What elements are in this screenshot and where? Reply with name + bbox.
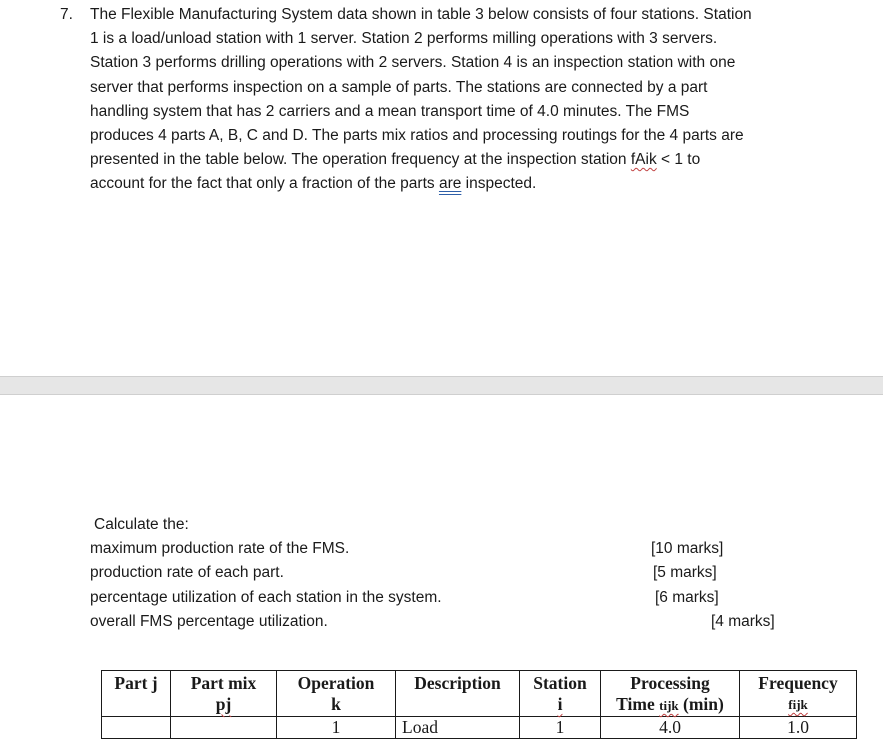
header-processing-time: Processing Time tijk (min) bbox=[601, 671, 740, 717]
question-line: produces 4 parts A, B, C and D. The parts mix ratios and processing routings for the 4 parts are bbox=[90, 127, 744, 145]
fms-data-table bbox=[101, 670, 857, 739]
question-line: 1 is a load/unload station with 1 server. Station 2 performs milling operations with 3 servers. bbox=[90, 30, 718, 48]
cell-operation: 1 bbox=[277, 717, 396, 739]
header-operation: Operation k bbox=[277, 671, 396, 717]
grammar-flagged-word[interactable]: are bbox=[438, 175, 462, 193]
question-line: server that performs inspection on a sample of parts. The stations are connected by a part bbox=[90, 78, 708, 96]
question-line-text: account for the fact that only a fraction of the parts bbox=[90, 175, 439, 193]
question-line: Station 3 performs drilling operations with 2 servers. Station 4 is an inspection station with one bbox=[90, 54, 736, 72]
cell-description: Load bbox=[396, 717, 520, 739]
task-text: production rate of each part. bbox=[90, 564, 284, 581]
page-break-gap bbox=[0, 376, 883, 395]
document-page-bottom bbox=[0, 395, 883, 736]
question-line bbox=[90, 172, 820, 196]
task-marks: [6 marks] bbox=[655, 589, 719, 606]
task-marks: [4 marks] bbox=[711, 613, 775, 630]
header-description: Description bbox=[396, 671, 520, 717]
task-marks: [10 marks] bbox=[651, 540, 724, 557]
calculate-heading: Calculate the: bbox=[94, 516, 189, 533]
header-part: Part j bbox=[102, 671, 171, 717]
task-text: overall FMS percentage utilization. bbox=[90, 613, 328, 630]
question-line bbox=[90, 148, 820, 172]
task-text: percentage utilization of each station in the system. bbox=[90, 589, 442, 606]
question-paragraph bbox=[90, 3, 820, 197]
question-line-text: inspected. bbox=[461, 175, 537, 193]
cell-frequency: 1.0 bbox=[740, 717, 857, 739]
cell-part bbox=[102, 717, 171, 739]
table-row bbox=[102, 717, 857, 739]
spellcheck-flagged-word[interactable]: fAik bbox=[630, 151, 657, 169]
question-line: handling system that has 2 carriers and a mean transport time of 4.0 minutes. The FMS bbox=[90, 102, 690, 120]
header-station: Station i bbox=[520, 671, 601, 717]
cell-station: 1 bbox=[520, 717, 601, 739]
header-part-mix: Part mix pj bbox=[171, 671, 277, 717]
task-text: maximum production rate of the FMS. bbox=[90, 540, 350, 557]
table-header-row bbox=[102, 671, 857, 717]
header-frequency: Frequency fijk bbox=[740, 671, 857, 717]
task-marks: [5 marks] bbox=[653, 564, 717, 581]
question-line-text: presented in the table below. The operation frequency at the inspection station bbox=[90, 151, 631, 169]
cell-part-mix bbox=[171, 717, 277, 739]
question-number: 7. bbox=[60, 6, 73, 23]
question-line-text: < 1 to bbox=[656, 151, 701, 169]
question-line: The Flexible Manufacturing System data shown in table 3 below consists of four stations. Station bbox=[90, 6, 752, 23]
cell-processing-time: 4.0 bbox=[601, 717, 740, 739]
